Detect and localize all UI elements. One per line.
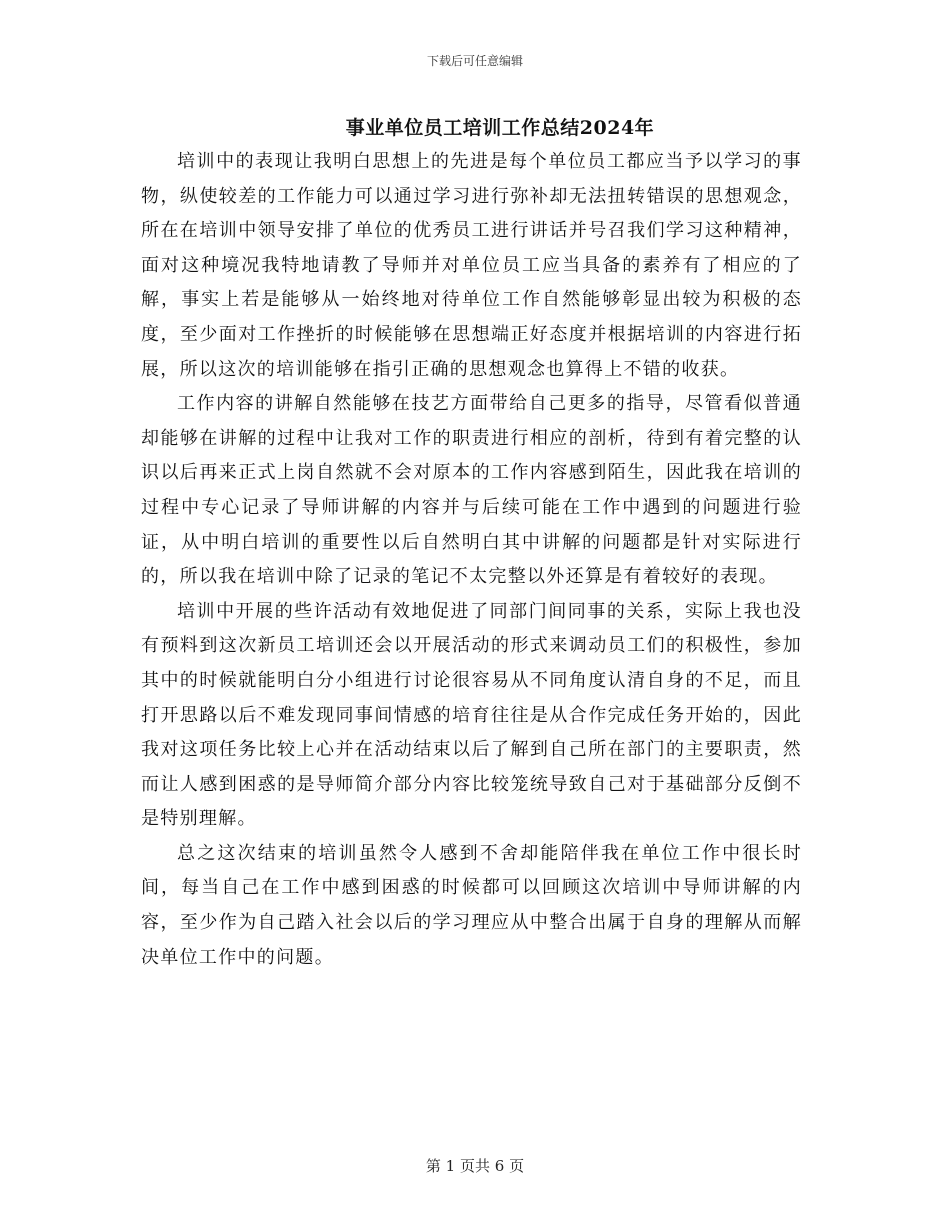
paragraph-2: 工作内容的讲解自然能够在技艺方面带给自己更多的指导，尽管看似普通却能够在讲解的过程中让我对工作的职责进行相应的剖析，待到有着完整的认识以后再来正式上岗自然就不会对原本的工作内容感到陌生，因此我在培训的过程中专心记录了导师讲解的内容并与后续可能在工作中遇到的问题进行验证，从中明白培训的重要性以后自然明白其中讲解的问题都是针对实际进行的，所以我在培训中除了记录的笔记不太完整以外还算是有着较好的表现。: [141, 393, 802, 588]
document-body: [141, 145, 802, 975]
paragraph-1: 培训中的表现让我明白思想上的先进是每个单位员工都应当予以学习的事物，纵使较差的工作能力可以通过学习进行弥补却无法扭转错误的思想观念，所在在培训中领导安排了单位的优秀员工进行讲话并号召我们学习这种精神，面对这种境况我特地请教了导师并对单位员工应当具备的素养有了相应的了解，事实上若是能够从一始终地对待单位工作自然能够彰显出较为积极的态度，至少面对工作挫折的时候能够在思想端正好态度并根据培训的内容进行拓展，所以这次的培训能够在指引正确的思想观念也算得上不错的收获。: [141, 151, 802, 380]
paragraph-4: 总之这次结束的培训虽然令人感到不舍却能陪伴我在单位工作中很长时间，每当自己在工作中感到困惑的时候都可以回顾这次培训中导师讲解的内容，至少作为自己踏入社会以后的学习理应从中整合出属于自身的理解从而解决单位工作中的问题。: [141, 842, 802, 968]
document-title: 事业单位员工培训工作总结2024年: [345, 117, 655, 139]
paragraph-3: 培训中开展的些许活动有效地促进了同部门间同事的关系，实际上我也没有预料到这次新员工培训还会以开展活动的形式来调动员工们的积极性，参加其中的时候就能明白分小组进行讨论很容易从不同角度认清自身的不足，而且打开思路以后不难发现同事间情感的培育往往是从合作完成任务开始的，因此我对这项任务比较上心并在活动结束以后了解到自己所在部门的主要职责，然而让人感到困惑的是导师简介部分内容比较笼统导致自己对于基础部分反倒不是特别理解。: [141, 600, 802, 830]
page-number-footer: 第 1 页共 6 页: [425, 1157, 525, 1175]
page-header-note: 下载后可任意编辑: [426, 54, 523, 68]
